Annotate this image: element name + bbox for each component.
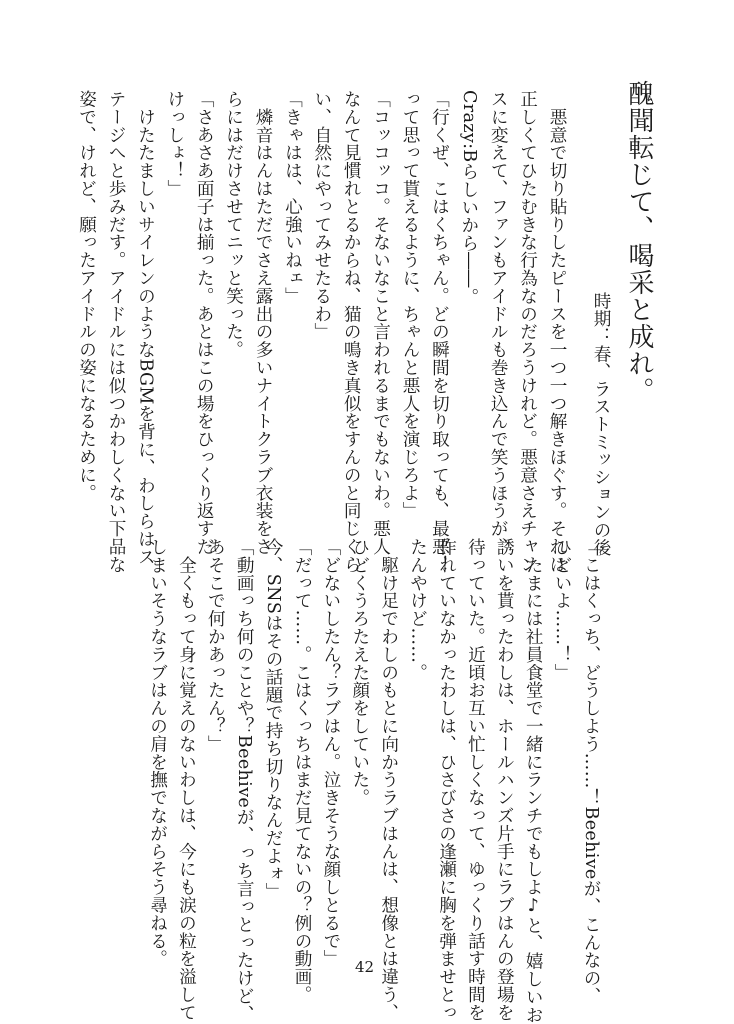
text-column: 姿で、けれど、願ったアイドルの姿になるために。 xyxy=(76,90,97,502)
text-column: 「行くぜ、こはくちゃん。どの瞬間を切り取っても、最悪！ xyxy=(429,90,450,574)
text-column: けっしょ！」 xyxy=(164,90,185,198)
text-column: 悪意で切り貼りしたピースを一つ一つ解きほぐす。それは xyxy=(547,90,567,574)
text-column: 「動画っち何のことや？Beehiveが、っち言っとったけど、 xyxy=(234,538,255,1023)
chapter-subtitle: 時期：春、ラストミッションの後 xyxy=(591,292,611,556)
page-number: 42 xyxy=(355,958,375,976)
text-column: テージへと歩みだす。アイドルには似つかわしくない下品な xyxy=(106,90,126,574)
text-column: ひどいよ……！」 xyxy=(552,538,573,682)
text-column: 作れていなかったわしは、ひさびさの逢瀬に胸を弾ませとっ xyxy=(436,538,457,1022)
chapter-title: 醜聞転じて、喝采と成れ。 xyxy=(624,80,654,404)
text-column: しまいそうなラブはんの肩を撫でながらそう尋ねる。 xyxy=(147,538,168,968)
text-column: たまには社員食堂で一緒にランチでもしよ♪と、嬉しいお xyxy=(523,538,544,1024)
text-column: たんやけど……。 xyxy=(407,538,428,682)
text-column: Crazy:Bらしいから――。 xyxy=(458,90,479,306)
text-column: 「だって……。こはくっちはまだ見てないの？例の動画。 xyxy=(292,538,312,1004)
text-column: 今、SNSはその話題で持ち切りなんだよォ」 xyxy=(263,538,284,901)
text-column: なんて見慣れとるからね、猫の鳴き真似をすんのと同じくら xyxy=(341,90,362,574)
text-column: 「さあさあ面子は揃った。あとはこの場をひっくり返すだ xyxy=(194,90,215,556)
text-column: 「どないしたん？ラブはん。泣きそうな顔しとるで」 xyxy=(320,538,341,968)
text-column: けたたましいサイレンのようなBGMを背に、わしらはス xyxy=(135,90,156,566)
text-column: 待っていた。近頃お互い忙しくなって、ゆっくり話す時間を xyxy=(465,538,486,1022)
text-column: 「こはくっち、どうしよう……！Beehiveが、こんなの、 xyxy=(581,538,601,1005)
text-column: い、自然にやってみせたるわ」 xyxy=(311,90,332,341)
text-column: 燐音はんはただでさえ露出の多いナイトクラブ衣装をさ xyxy=(253,90,273,556)
text-column: 正しくてひたむきな行為なのだろうけれど。悪意さえチャン xyxy=(517,90,538,574)
text-column: 「きゃはは、心強いねェ」 xyxy=(282,90,303,305)
text-column: あそこで何かあったん？」 xyxy=(205,538,226,753)
text-column: 誘いを貰ったわしは、ホールハンズ片手にラブはんの登場を xyxy=(494,538,515,1022)
text-column: 全くもって身に覚えのないわしは、今にも涙の粒を溢して xyxy=(176,538,197,1022)
text-column: ひどくうろたえた顔をしていた。 xyxy=(349,538,370,807)
text-column: 「コッコッコ。そないなこと言われるまでもないわ。悪人 xyxy=(370,90,391,556)
text-column: 駆け足でわしのもとに向かうラブはんは、想像とは違う、 xyxy=(378,538,399,1022)
text-column: って思って貰えるように、ちゃんと悪人を演じろよ」 xyxy=(400,90,420,520)
text-column: スに変えて、ファンもアイドルも巻き込んで笑うほうが、 xyxy=(488,90,509,556)
text-column: らにはだけさせてニッと笑った。 xyxy=(223,90,244,359)
